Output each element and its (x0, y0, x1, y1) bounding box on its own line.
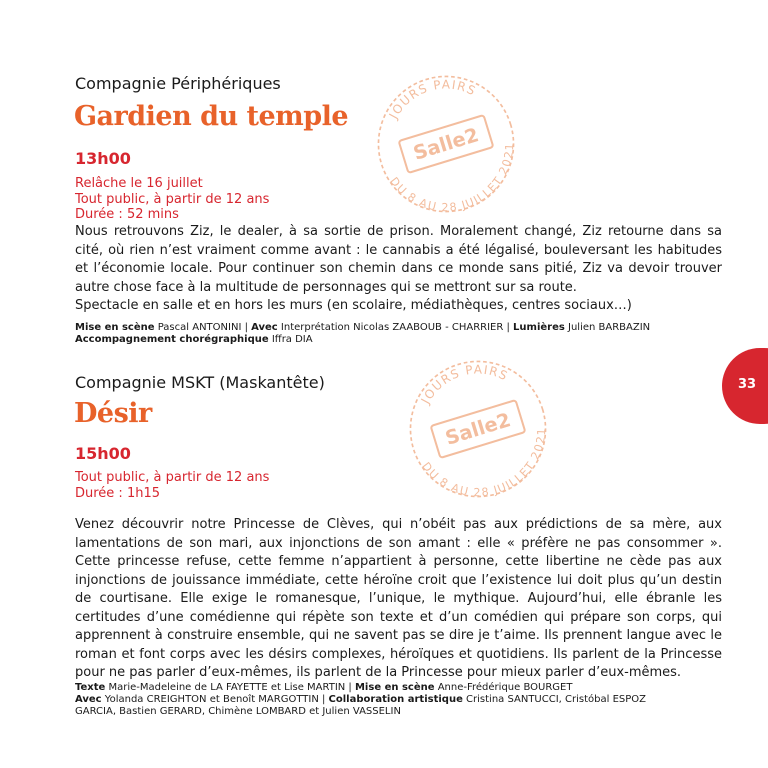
show2-description-paragraph: Venez découvrir notre Princesse de Clèves, qui n’obéit pas aux prédictions de sa mère, aux lamentations de son mari, aux injonctions de son amant : elle « préfère ne pas consommer ». Cette princesse refuse, cette femme n’appartient à personne, cette libertine ne cède pas aux injonctions de jouissance immédiate, cette héroïne croit que l’existence lui doit plus qu’un destin de courtisane. Elle exige le romanesque, l’unique, le mythique. Aujourd’hui, elle ébranle les certitudes d’une comédienne qui répète son texte et d’un comédien qui prépare son corps, qui apprennent à construire ensemble, qui ne savent pas se dire je t’aime. Ils prennent langue avec le roman et font corps avec les désirs complexes, héroïques et quotidiens. Ils parlent de la Princesse pour ne pas parler d’eux-mêmes, ils parlent de la Princesse pour mieux parler d’eux-mêmes. (75, 517, 722, 680)
show1-description-paragraph: Spectacle en salle et en hors les murs (en scolaire, médiathèques, centres sociaux…) (75, 298, 632, 313)
credit-label: Avec (75, 694, 102, 705)
credit-value: Yolanda CREIGHTON et Benoît MARGOTTIN | (101, 694, 329, 705)
show2-info (75, 470, 269, 501)
show1-credits-line2 (75, 334, 735, 346)
show1-company: Compagnie Périphériques (75, 74, 281, 93)
credit-value: Julien BARBAZIN (564, 322, 651, 333)
show1-info-line: Relâche le 16 juillet (75, 176, 203, 191)
show2-description (75, 516, 722, 683)
credit-label: Mise en scène (75, 322, 155, 333)
show1-credits (75, 322, 735, 346)
credit-label: Accompagnement chorégraphique (75, 334, 269, 345)
show2-credits-line2 (75, 694, 665, 718)
credit-value: Anne-Frédérique BOURGET (434, 682, 573, 693)
credit-value: Marie-Madeleine de LA FAYETTE et Lise MARTIN | (105, 682, 355, 693)
stamp-top-text: JOURS PAIRS (386, 77, 479, 122)
credit-label: Lumières (513, 322, 565, 333)
salle2-stamp (372, 70, 520, 218)
stamp-center-text: Salle2 (442, 408, 514, 450)
credit-value: Pascal ANTONINI | (154, 322, 252, 333)
credit-value: Interprétation Nicolas ZAABOUB - CHARRIER | (277, 322, 514, 333)
show1-time: 13h00 (75, 149, 131, 168)
credit-label: Avec (251, 322, 278, 333)
show2-company: Compagnie MSKT (Maskantête) (75, 373, 325, 392)
show1-title: Gardien du temple (74, 101, 349, 132)
show1-description-paragraph: Nous retrouvons Ziz, le dealer, à sa sortie de prison. Moralement changé, Ziz retourne dans sa cité, où rien n’est vraiment comme avant : le cannabis a été légalisé, bouleversant les habitudes et l’économie locale. Pour continuer son chemin dans ce monde sans pitié, Ziz va devoir trouver autre chose face à la multitude de personnages qui se mettront sur sa route. (75, 224, 722, 295)
stamp-center-text: Salle2 (410, 123, 482, 165)
show2-credits (75, 682, 665, 718)
show2-info-line: Tout public, à partir de 12 ans (75, 470, 270, 485)
show2-title: Désir (74, 398, 152, 429)
salle2-stamp (404, 355, 552, 503)
show1-info-line: Durée : 52 mins (75, 207, 179, 222)
svg-text:JOURS PAIRS (380, 70, 482, 125)
show1-description (75, 223, 722, 316)
show2-time: 15h00 (75, 444, 131, 463)
page-number: 33 (738, 377, 757, 392)
stamp-bottom-text: DU 8 AU 28 JUILLET 2021 (387, 142, 517, 215)
show1-info-line: Tout public, à partir de 12 ans (75, 191, 270, 207)
show2-info-line: Durée : 1h15 (75, 485, 161, 501)
stamp-bottom-text: DU 8 AU 28 JUILLET 2021 (419, 427, 549, 500)
show1-credits-line1 (75, 322, 735, 334)
show2-credits-line1 (75, 682, 665, 694)
credit-value: Iffra DIA (268, 334, 313, 345)
svg-text:JOURS PAIRS (412, 355, 514, 410)
credit-label: Texte (75, 682, 106, 693)
credit-value: Cristina SANTUCCI, Cristóbal ESPOZ GARCIA, Bastien GERARD, Chimène LOMBARD et Julien VASSELIN (75, 694, 646, 717)
stamp-top-text: JOURS PAIRS (418, 362, 511, 407)
credit-label: Mise en scène (354, 682, 435, 693)
show1-info (75, 176, 269, 223)
credit-label: Collaboration artistique (328, 694, 463, 705)
